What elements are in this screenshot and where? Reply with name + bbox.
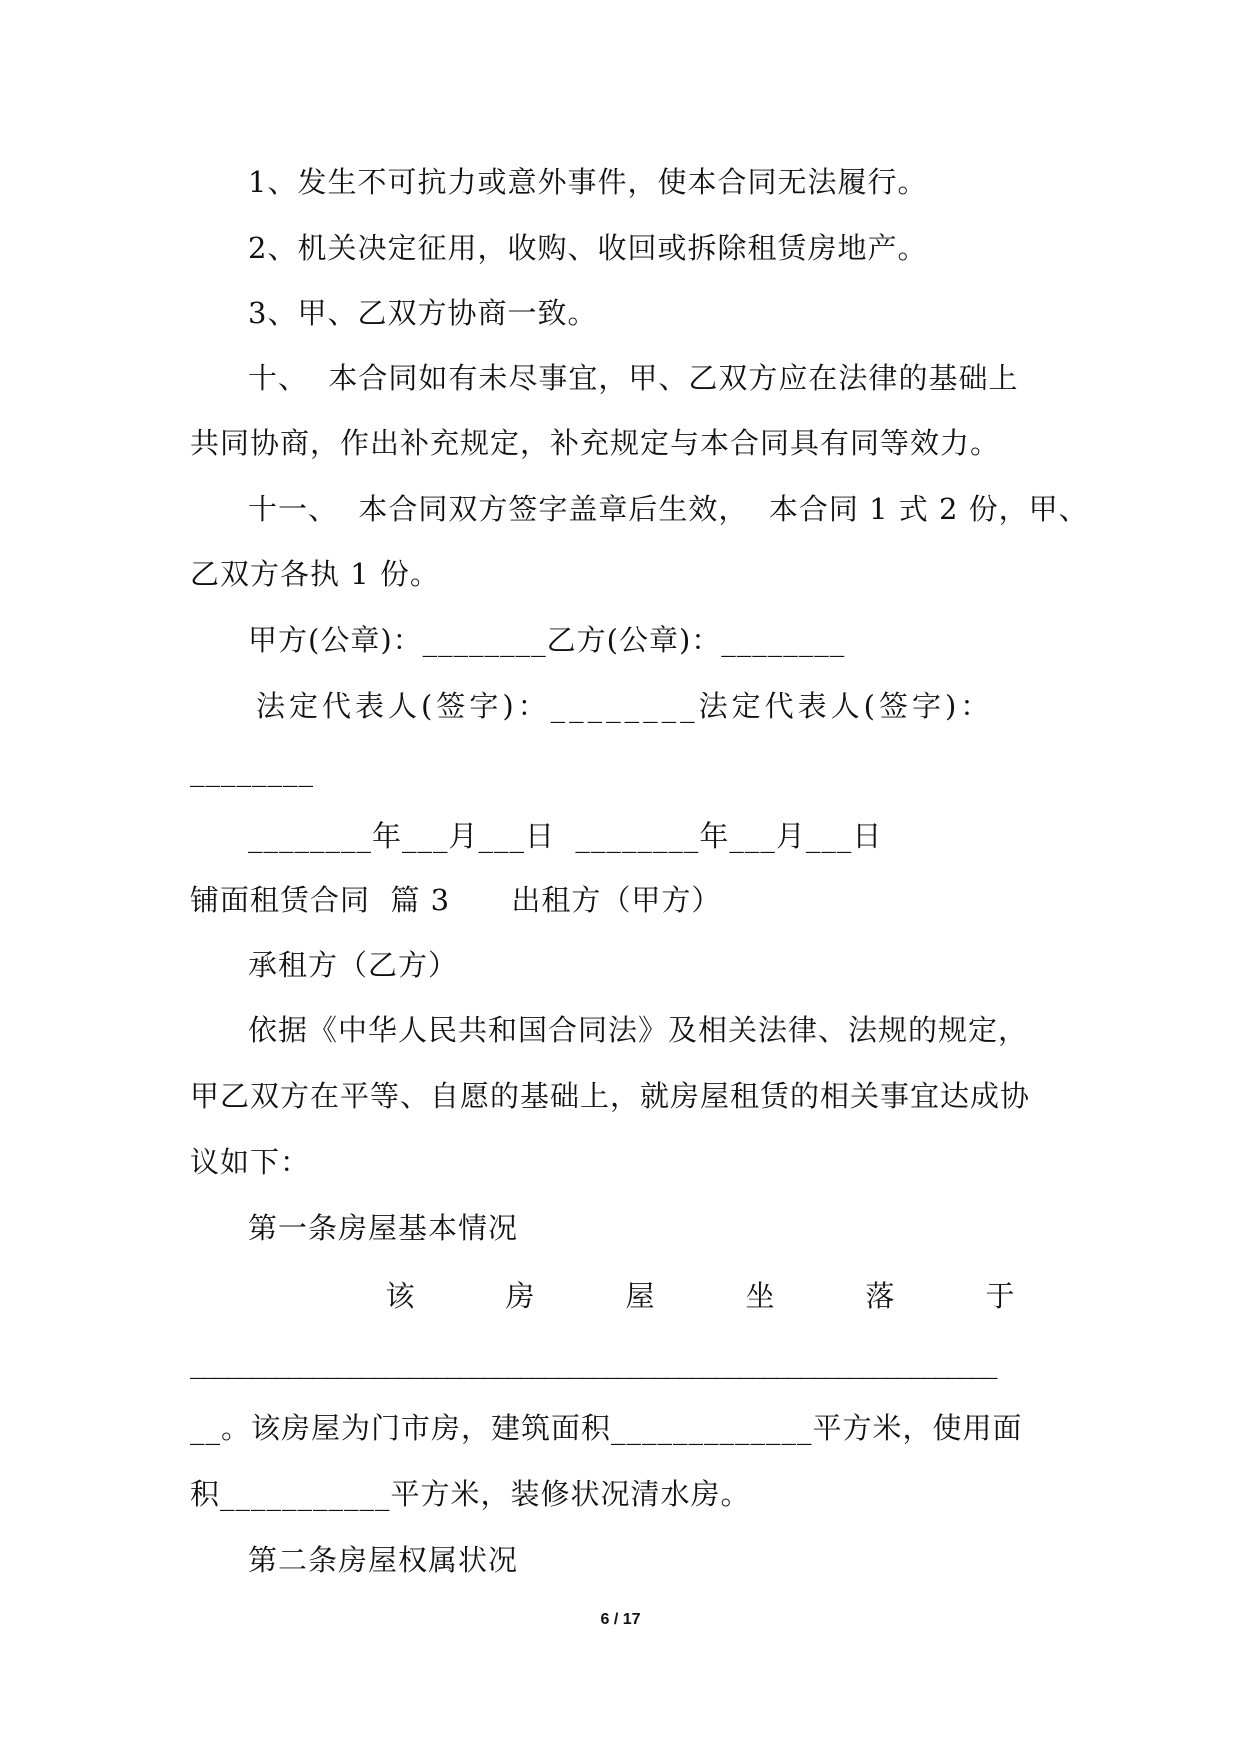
- location-spread-line: [190, 1276, 1060, 1316]
- lessee-line: 承租方（乙方）: [248, 948, 459, 982]
- preamble-line-3: 议如下：: [190, 1145, 311, 1179]
- spread-char: 屋: [625, 1279, 655, 1313]
- preamble-line-2: 甲乙双方在平等、自愿的基础上，就房屋租赁的相关事宜达成协: [190, 1079, 1031, 1113]
- clause-ten-line-2: 共同协商，作出补充规定，补充规定与本合同具有同等效力。: [190, 426, 1001, 460]
- signature-line: 法定代表人(签字)：________法定代表人(签字)：: [256, 689, 994, 723]
- area-line-2: 积___________平方米，装修状况清水房。: [190, 1477, 751, 1511]
- seal-line: 甲方(公章)：________乙方(公章)：________: [248, 623, 846, 657]
- clause-eleven-line-1: 十一、 本合同双方签字盖章后生效， 本合同 1 式 2 份，甲、: [248, 492, 1089, 526]
- clause-item-1: 1、发生不可抗力或意外事件，使本合同无法履行。: [248, 165, 928, 199]
- spread-char: 房: [505, 1279, 535, 1313]
- clause-eleven-line-2: 乙双方各执 1 份。: [190, 557, 440, 591]
- clause-ten-line-1: 十、 本合同如有未尽事宜，甲、乙双方应在法律的基础上: [248, 361, 1019, 395]
- spread-char: 于: [985, 1279, 1015, 1313]
- signature-blank: ________: [190, 753, 314, 787]
- spread-char: 落: [865, 1279, 895, 1313]
- clause-item-2: 2、机关决定征用，收购、收回或拆除租赁房地产。: [248, 231, 928, 265]
- date-line: ________年___月___日 ________年___月___日: [248, 819, 883, 853]
- location-blank: __________________________________________________________________: [190, 1345, 996, 1379]
- article-one-heading: 第一条房屋基本情况: [248, 1211, 519, 1245]
- clause-item-3: 3、甲、乙双方协商一致。: [248, 296, 598, 330]
- preamble-line-1: 依据《中华人民共和国合同法》及相关法律、法规的规定，: [248, 1013, 1029, 1047]
- spread-char: 坐: [745, 1279, 775, 1313]
- contract-heading: 铺面租赁合同 篇 3 出租方（甲方）: [190, 883, 722, 917]
- article-two-heading: 第二条房屋权属状况: [248, 1543, 519, 1577]
- area-line-1: __。该房屋为门市房，建筑面积_____________平方米，使用面: [190, 1411, 1023, 1445]
- spread-char: 该: [385, 1279, 415, 1313]
- page-number: 6 / 17: [600, 1611, 641, 1628]
